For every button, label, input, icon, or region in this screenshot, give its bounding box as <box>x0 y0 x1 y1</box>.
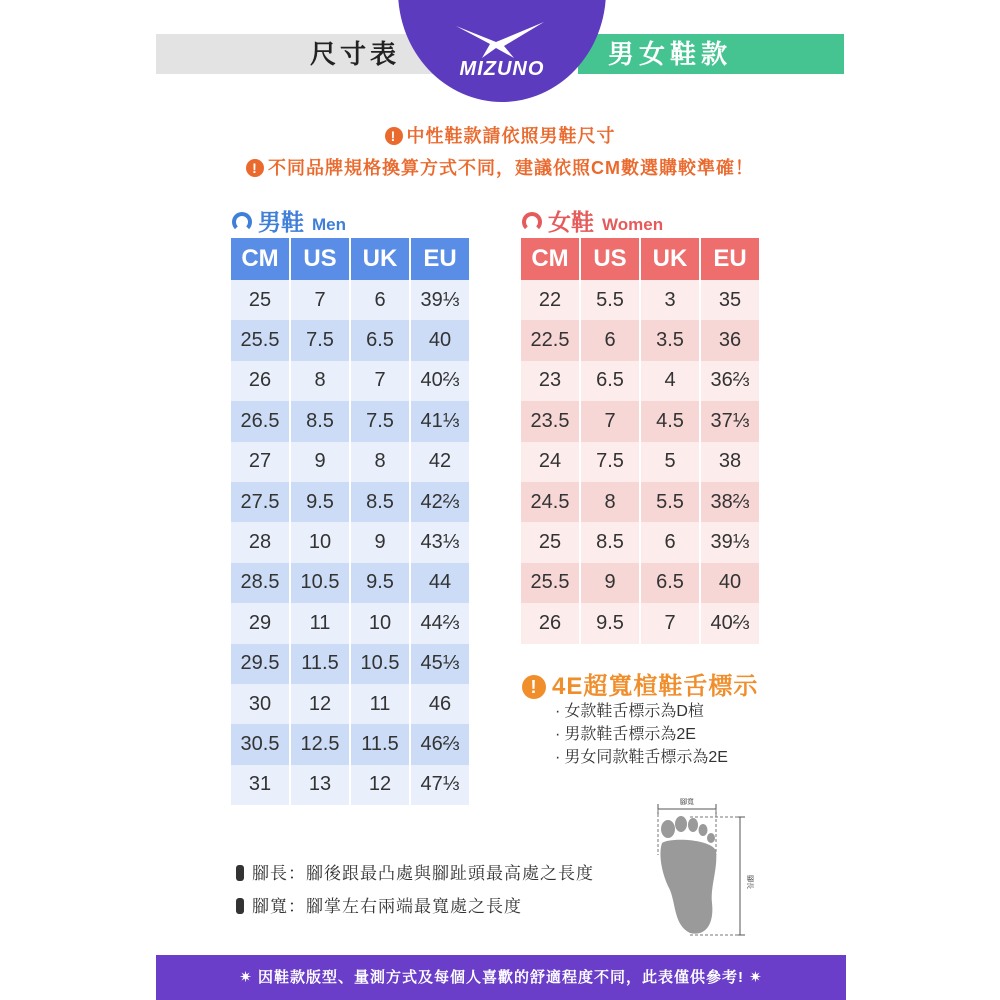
table-cell: 27 <box>231 442 289 482</box>
table-cell: 35 <box>701 280 759 320</box>
table-cell: 12.5 <box>291 724 349 764</box>
table-row <box>521 522 759 562</box>
column-header: US <box>291 238 349 280</box>
table-cell: 10 <box>291 522 349 562</box>
brand-logo: MIZUNO <box>459 58 545 80</box>
table-row <box>231 724 469 764</box>
table-cell: 10.5 <box>291 563 349 603</box>
table-cell: 42 <box>411 442 469 482</box>
table-cell: 37⅓ <box>701 401 759 441</box>
bullet-icon <box>236 865 244 881</box>
table-row <box>231 644 469 684</box>
table-cell: 46⅔ <box>411 724 469 764</box>
table-cell: 38⅔ <box>701 482 759 522</box>
table-row <box>521 442 759 482</box>
table-cell: 13 <box>291 765 349 805</box>
table-cell: 46 <box>411 684 469 724</box>
table-row <box>231 563 469 603</box>
column-header: EU <box>411 238 469 280</box>
women-size-table <box>519 238 761 644</box>
table-cell: 40⅔ <box>411 361 469 401</box>
table-cell: 45⅓ <box>411 644 469 684</box>
person-icon <box>522 212 542 232</box>
list-item: · 女款鞋舌標示為D楦 <box>555 700 728 723</box>
table-row <box>231 320 469 360</box>
alert-icon: ! <box>385 127 403 145</box>
mizuno-runbird-icon <box>452 20 548 60</box>
table-row <box>231 522 469 562</box>
men-size-table <box>229 238 471 805</box>
table-cell: 8 <box>291 361 349 401</box>
table-cell: 8.5 <box>351 482 409 522</box>
table-cell: 25.5 <box>231 320 289 360</box>
table-cell: 7 <box>351 361 409 401</box>
table-cell: 9 <box>351 522 409 562</box>
table-row <box>231 401 469 441</box>
table-cell: 5.5 <box>641 482 699 522</box>
table-cell: 4 <box>641 361 699 401</box>
table-cell: 6 <box>581 320 639 360</box>
size-chart-title: 尺寸表 <box>309 39 400 69</box>
table-cell: 7 <box>291 280 349 320</box>
table-row <box>521 401 759 441</box>
table-cell: 23.5 <box>521 401 579 441</box>
table-row <box>231 361 469 401</box>
women-subtitle: Women <box>602 215 664 234</box>
table-cell: 7 <box>641 603 699 643</box>
table-cell: 43⅓ <box>411 522 469 562</box>
table-cell: 4.5 <box>641 401 699 441</box>
column-header: CM <box>521 238 579 280</box>
column-header: UK <box>351 238 409 280</box>
table-cell: 7.5 <box>291 320 349 360</box>
men-subtitle: Men <box>312 215 346 234</box>
table-cell: 6 <box>351 280 409 320</box>
table-cell: 40 <box>411 320 469 360</box>
table-cell: 22 <box>521 280 579 320</box>
wide-fit-title <box>522 666 758 701</box>
table-cell: 41⅓ <box>411 401 469 441</box>
table-cell: 11 <box>351 684 409 724</box>
table-cell: 9.5 <box>291 482 349 522</box>
men-women-shoes-title: 男女鞋款 <box>607 39 732 69</box>
table-cell: 44 <box>411 563 469 603</box>
table-cell: 12 <box>291 684 349 724</box>
table-cell: 29.5 <box>231 644 289 684</box>
table-row <box>231 482 469 522</box>
table-cell: 6 <box>641 522 699 562</box>
foot-length-label: 腳長 <box>746 875 754 889</box>
table-cell: 6.5 <box>641 563 699 603</box>
table-cell: 6.5 <box>351 320 409 360</box>
table-cell: 23 <box>521 361 579 401</box>
table-cell: 39⅓ <box>701 522 759 562</box>
table-cell: 30.5 <box>231 724 289 764</box>
bullet-icon <box>236 898 244 914</box>
table-cell: 7.5 <box>351 401 409 441</box>
men-section-title <box>232 204 346 237</box>
table-cell: 40⅔ <box>701 603 759 643</box>
table-cell: 8 <box>581 482 639 522</box>
wide-fit-title-text: 4E超寬楦鞋舌標示 <box>552 673 759 700</box>
table-cell: 7.5 <box>581 442 639 482</box>
table-cell: 28 <box>231 522 289 562</box>
table-cell: 25 <box>231 280 289 320</box>
table-cell: 30 <box>231 684 289 724</box>
wide-fit-list <box>555 700 728 769</box>
table-row <box>521 603 759 643</box>
column-header: US <box>581 238 639 280</box>
table-cell: 27.5 <box>231 482 289 522</box>
column-header: EU <box>701 238 759 280</box>
table-cell: 39⅓ <box>411 280 469 320</box>
table-cell: 47⅓ <box>411 765 469 805</box>
list-item: · 男款鞋舌標示為2E <box>555 723 728 746</box>
foot-length-note <box>236 859 594 884</box>
column-header: UK <box>641 238 699 280</box>
table-cell: 40 <box>701 563 759 603</box>
table-cell: 9.5 <box>351 563 409 603</box>
foot-width-note-text: 腳寬：腳掌左右兩端最寬處之長度 <box>252 897 522 916</box>
alert-icon: ! <box>246 159 264 177</box>
table-row <box>231 765 469 805</box>
women-title-text: 女鞋 <box>548 209 594 235</box>
table-cell: 8.5 <box>291 401 349 441</box>
table-cell: 9 <box>581 563 639 603</box>
table-row <box>521 280 759 320</box>
table-cell: 7 <box>581 401 639 441</box>
table-cell: 3.5 <box>641 320 699 360</box>
table-cell: 26 <box>521 603 579 643</box>
list-item: · 男女同款鞋舌標示為2E <box>555 746 728 769</box>
column-header: CM <box>231 238 289 280</box>
foot-length-note-text: 腳長：腳後跟最凸處與腳趾頭最高處之長度 <box>252 864 594 883</box>
table-cell: 28.5 <box>231 563 289 603</box>
table-cell: 8.5 <box>581 522 639 562</box>
table-cell: 5 <box>641 442 699 482</box>
table-cell: 5.5 <box>581 280 639 320</box>
table-cell: 25 <box>521 522 579 562</box>
table-cell: 8 <box>351 442 409 482</box>
notice-unisex <box>0 122 1000 148</box>
table-cell: 11.5 <box>351 724 409 764</box>
footer-disclaimer: ✷ 因鞋款版型、量測方式及每個人喜歡的舒適程度不同，此表僅供參考! ✷ <box>239 969 763 986</box>
table-cell: 36⅔ <box>701 361 759 401</box>
table-cell: 29 <box>231 603 289 643</box>
table-row <box>521 482 759 522</box>
table-cell: 38 <box>701 442 759 482</box>
table-cell: 24.5 <box>521 482 579 522</box>
table-row <box>231 684 469 724</box>
women-section-title <box>522 204 663 237</box>
table-row <box>521 563 759 603</box>
table-cell: 12 <box>351 765 409 805</box>
table-row <box>231 603 469 643</box>
table-cell: 31 <box>231 765 289 805</box>
table-cell: 36 <box>701 320 759 360</box>
table-cell: 3 <box>641 280 699 320</box>
table-row <box>521 361 759 401</box>
table-cell: 9 <box>291 442 349 482</box>
foot-illustration <box>650 795 760 945</box>
table-cell: 10 <box>351 603 409 643</box>
table-cell: 9.5 <box>581 603 639 643</box>
table-cell: 42⅔ <box>411 482 469 522</box>
notice-brand-diff <box>0 154 1000 180</box>
notice-unisex-text: 中性鞋款請依照男鞋尺寸 <box>406 126 616 146</box>
notice-brand-diff-text: 不同品牌規格換算方式不同，建議依照CM數選購較準確！ <box>268 158 754 178</box>
table-cell: 11.5 <box>291 644 349 684</box>
foot-icon <box>650 795 760 945</box>
table-cell: 6.5 <box>581 361 639 401</box>
table-cell: 10.5 <box>351 644 409 684</box>
table-cell: 22.5 <box>521 320 579 360</box>
table-cell: 24 <box>521 442 579 482</box>
table-cell: 26 <box>231 361 289 401</box>
table-row <box>231 280 469 320</box>
foot-width-label: 腳寬 <box>680 798 694 806</box>
table-row <box>521 320 759 360</box>
men-title-text: 男鞋 <box>258 209 304 235</box>
foot-width-note <box>236 892 522 917</box>
table-cell: 44⅔ <box>411 603 469 643</box>
table-cell: 26.5 <box>231 401 289 441</box>
alert-icon: ! <box>522 675 546 699</box>
person-icon <box>232 212 252 232</box>
table-row <box>231 442 469 482</box>
table-cell: 11 <box>291 603 349 643</box>
table-cell: 25.5 <box>521 563 579 603</box>
